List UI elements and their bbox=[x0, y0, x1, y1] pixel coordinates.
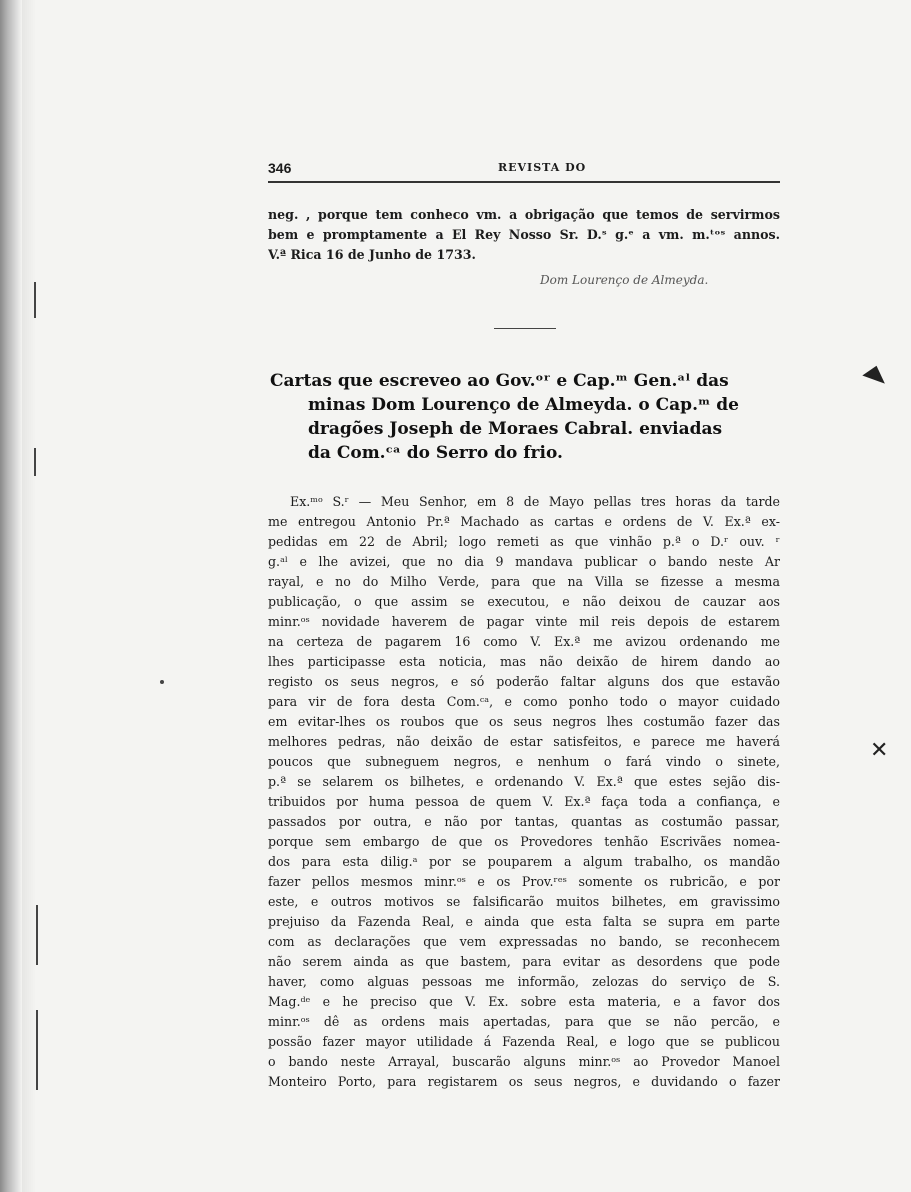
letter-closing bbox=[268, 205, 780, 265]
section-separator bbox=[494, 328, 556, 329]
section-heading bbox=[270, 369, 782, 465]
text-line: porque sem embargo de que os Provedores tenhão Escrivães nomea- bbox=[268, 834, 780, 849]
text-line: g.ᵃˡ e lhe avizei, que no dia 9 mandava publicar o bando neste Ar bbox=[268, 554, 780, 569]
text-line: minr.ᵒˢ dê as ordens mais apertadas, para que se não percão, e bbox=[268, 1014, 780, 1029]
signature: Dom Lourenço de Almeyda. bbox=[540, 273, 709, 287]
text-line: possão fazer mayor utilidade á Fazenda Real, e logo que se publicou bbox=[268, 1034, 780, 1049]
text-line: V.ª Rica 16 de Junho de 1733. bbox=[268, 247, 476, 262]
letter-body bbox=[268, 492, 780, 1092]
text-line: minr.ᵒˢ novidade haverem de pagar vinte mil reis depois de estarem bbox=[268, 614, 780, 629]
text-line: o bando neste Arrayal, buscarão alguns minr.ᵒˢ ao Provedor Manoel bbox=[268, 1054, 780, 1069]
text-line: bem e promptamente a El Rey Nosso Sr. D.ˢ g.ᵉ a vm. m.ᵗᵒˢ annos. bbox=[268, 227, 780, 242]
scan-shadow-fade bbox=[22, 0, 36, 1192]
text-line: dos para esta dilig.ᵃ por se pouparem a algum trabalho, os mandão bbox=[268, 854, 780, 869]
text-line: p.ª se selarem os bilhetes, e ordenando V. Ex.ª que estes sejão dis- bbox=[268, 774, 780, 789]
text-line: em evitar-lhes os roubos que os seus negros lhes costumão fazer das bbox=[268, 714, 780, 729]
text-line: me entregou Antonio Pr.ª Machado as cartas e ordens de V. Ex.ª ex- bbox=[268, 514, 780, 529]
text-line: lhes participasse esta noticia, mas não deixão de hirem dando ao bbox=[268, 654, 780, 669]
text-line: tribuidos por huma pessoa de quem V. Ex.ª faça toda a confiança, e bbox=[268, 794, 780, 809]
text-line: Monteiro Porto, para registarem os seus negros, e duvidando o fazer bbox=[268, 1074, 780, 1089]
text-line: Ex.ᵐᵒ S.ʳ — Meu Senhor, em 8 de Mayo pellas tres horas da tarde bbox=[290, 494, 780, 509]
text-line: neg. , porque tem conheco vm. a obrigação que temos de servirmos bbox=[268, 207, 780, 222]
heading-line: Cartas que escreveo ao Gov.ᵒʳ e Cap.ᵐ Gen.ᵃˡ das bbox=[270, 371, 729, 391]
scan-shadow-edge bbox=[0, 0, 22, 1192]
scan-artifact bbox=[34, 448, 36, 476]
running-head: REVISTA DO bbox=[498, 161, 587, 174]
margin-mark-scribble: ✕ bbox=[870, 738, 889, 763]
header-rule bbox=[268, 181, 780, 183]
page-header bbox=[268, 160, 780, 180]
text-line: com as declarações que vem expressadas no bando, se reconhecem bbox=[268, 934, 780, 949]
heading-line: dragões Joseph de Moraes Cabral. enviadas bbox=[308, 419, 723, 439]
text-line: fazer pellos mesmos minr.ᵒˢ e os Prov.ʳᵉˢ somente os rubricão, e por bbox=[268, 874, 780, 889]
text-line: pedidas em 22 de Abril; logo remeti as que vinhão p.ª o D.ʳ ouv. ʳ bbox=[268, 534, 780, 549]
scan-artifact bbox=[34, 282, 36, 318]
scan-artifact bbox=[36, 1010, 38, 1090]
text-line: este, e outros motivos se falsificarão muitos bilhetes, em gravissimo bbox=[268, 894, 780, 909]
heading-line: da Com.ᶜᵃ do Serro do frio. bbox=[308, 443, 563, 463]
text-line: prejuiso da Fazenda Real, e ainda que esta falta se supra em parte bbox=[268, 914, 780, 929]
text-line: publicação, o que assim se executou, e não deixou de cauzar aos bbox=[268, 594, 780, 609]
margin-mark-arrow bbox=[862, 362, 889, 383]
text-line: melhores pedras, não deixão de estar satisfeitos, e parece me haverá bbox=[268, 734, 780, 749]
text-line: passados por outra, e não por tantas, quantas as costumão passar, bbox=[268, 814, 780, 829]
text-line: na certeza de pagarem 16 como V. Ex.ª me avizou ordenando me bbox=[268, 634, 780, 649]
scan-artifact bbox=[160, 680, 164, 684]
text-line: não serem ainda as que bastem, para evitar as desordens que pode bbox=[268, 954, 780, 969]
text-line: registo os seus negros, e só poderão faltar alguns dos que estavão bbox=[268, 674, 780, 689]
text-line: para vir de fora desta Com.ᶜᵃ, e como ponho todo o mayor cuidado bbox=[268, 694, 780, 709]
text-line: rayal, e no do Milho Verde, para que na Villa se fizesse a mesma bbox=[268, 574, 780, 589]
text-line: haver, como alguas pessoas me informão, zelozas do serviço de S. bbox=[268, 974, 780, 989]
scan-artifact bbox=[36, 905, 38, 965]
heading-line: minas Dom Lourenço de Almeyda. o Cap.ᵐ de bbox=[308, 395, 739, 415]
text-line: Mag.ᵈᵉ e he preciso que V. Ex. sobre esta materia, e a favor dos bbox=[268, 994, 780, 1009]
text-line: poucos que subneguem negros, e nenhum o fará vindo o sinete, bbox=[268, 754, 780, 769]
page-number: 346 bbox=[268, 160, 292, 176]
